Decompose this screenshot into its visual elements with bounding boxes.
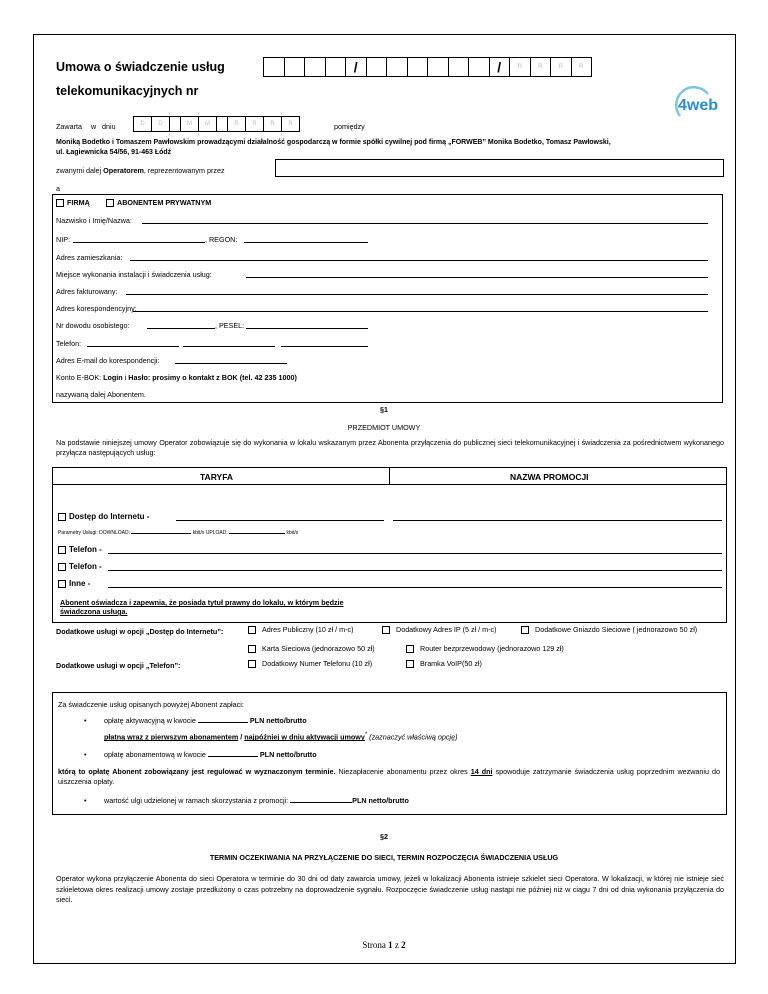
section2-body: Operator wykona przyłączenie Abonenta do sieci Operatora w terminie do 30 dni od daty zawarcia umowy, jeżeli w lokalizacji Abonenta istnieje szkielet sieci Operatora. W lokalizacji, w której nie istnieje sieć szkieletowa okres realizacji umowy zostaje przedłużony o czas potrzebny na doprowadzenie sygnału. Rozpoczęcie świadczenie usług nastąpi nie później niż w ciągu 7 dni od dnia wykonania przyłączenia do sieci. [56, 874, 724, 904]
install-label: Miejsce wykonania instalacji i świadczenia usług: [56, 270, 212, 279]
section1-intro: Na podstawie niniejszej umowy Operator zobowiązuje się do wykonania w lokalu wskazanym przez Abonenta przyłączenia do publicznej sieci telekomunikacyjnej i świadczenia za pośrednictwem wykonanego przyłącza następujących usług: [56, 438, 724, 457]
phone-field-3[interactable] [281, 346, 368, 347]
operator-line1: Moniką Bodetko i Tomaszem Pawłowskim prowadzącymi działalność gospodarczą w formie spółki cywilnej pod firmą „FORWEB” Monika Bodetko, Tomasz Pawłowski, [56, 139, 611, 146]
date-boxes[interactable]: D D M M R R R R [134, 116, 300, 132]
section2-title: TERMIN OCZEKIWANIA NA PRZYŁĄCZENIE DO SIECI, TERMIN ROZPOCZĘCIA ŚWIADCZENIA USŁUG [209, 853, 559, 862]
email-label: Adres E-mail do korespondencji: [56, 356, 160, 365]
tariff-header-divider [52, 484, 727, 485]
name-label: Nazwisko i Imię/Nazwa: [56, 216, 132, 225]
params-row: Parametry Usługi: DOWNLOAD: kbit/s UPLOAD: kbit/s [58, 530, 299, 536]
discount-row: wartość ulgi udzielonej w ramach skorzystania z promocji: PLN netto/brutto [104, 796, 409, 805]
opt-adres-publiczny[interactable]: Adres Publiczny (10 zł / m-c) [248, 625, 353, 634]
phone-label: Telefon: [56, 339, 82, 348]
upload-field[interactable] [229, 533, 285, 534]
activation-amount-field[interactable] [198, 722, 248, 723]
id-field[interactable] [147, 328, 215, 329]
brand-logo-text: 4web [678, 97, 719, 114]
brand-logo [670, 86, 722, 120]
install-field[interactable] [246, 277, 708, 278]
internet-checkbox[interactable] [58, 513, 66, 521]
bullet-discount: • [84, 796, 87, 805]
telefon2-option[interactable]: Telefon - [58, 562, 102, 571]
payment-intro: Za świadczenie usług opisanych powyżej Abonent zapłaci: [58, 700, 244, 709]
operator-line2: ul. Łagiewnicka 54/56, 91-463 Łódź [56, 149, 172, 156]
label-a: a [56, 184, 60, 193]
subscription-amount-field[interactable] [208, 756, 258, 757]
section2-num: §2 [380, 832, 388, 841]
firma-checkbox[interactable] [56, 199, 64, 207]
email-field[interactable] [175, 363, 287, 364]
inne-option[interactable]: Inne - [58, 579, 90, 588]
client-section [52, 194, 723, 403]
label-dniu: dniu [102, 122, 116, 131]
corr-label: Adres korespondencyjny: [56, 304, 137, 313]
address-label: Adres zamieszkania: [56, 253, 123, 262]
discount-amount-field[interactable] [290, 802, 352, 803]
corr-field[interactable] [133, 311, 708, 312]
opt-numer[interactable]: Dodatkowy Numer Telefonu (10 zł) [248, 659, 372, 668]
title-line1: Umowa o świadczenie usług [56, 60, 225, 74]
abonent-checkbox[interactable] [106, 199, 114, 207]
internet-promo-field[interactable] [393, 520, 722, 521]
telefon1-field[interactable] [108, 553, 722, 554]
addon-phone-label: Dodatkowe usługi w opcji „Telefon”: [56, 661, 181, 670]
activation-row: opłatę aktywacyjną w kwocie PLN netto/brutto [104, 716, 307, 725]
nazywana-text: nazywaną dalej Abonentem. [56, 390, 146, 399]
abonent-option[interactable]: ABONENTEM PRYWATNYM [106, 198, 211, 207]
download-field[interactable] [131, 533, 191, 534]
telefon1-checkbox[interactable] [58, 546, 66, 554]
payment-terms: którą to opłatę Abonent zobowiązany jest regulować w wyznaczonym terminie. Niezapłacenie abonamentu przez okres 14 dni spowoduje zatrzymanie świadczenia usług poprzednim wezwaniu do uiszczenia opłaty. [58, 767, 720, 786]
inne-field[interactable] [108, 587, 722, 588]
nip-field[interactable] [73, 242, 205, 243]
pesel-field[interactable] [246, 328, 368, 329]
opt-adres-ip[interactable]: Dodatkowy Adres IP (5 zł / m-c) [382, 625, 497, 634]
bullet-subscription: • [84, 750, 87, 759]
telefon2-checkbox[interactable] [58, 563, 66, 571]
section1-title: PRZEDMIOT UMOWY [347, 423, 421, 432]
regon-label: , REGON: [205, 235, 238, 244]
page-footer: Strona 1 z 2 [362, 940, 406, 950]
ebok-line: Konto E-BOK: Login i Hasło: prosimy o kontakt z BOK (tel. 42 235 1000) [56, 373, 297, 382]
inne-checkbox[interactable] [58, 580, 66, 588]
representative-input[interactable] [275, 159, 724, 177]
activation-when[interactable]: płatną wraz z pierwszym abonamentem / najpóźniej w dniu aktywacji umowy* (zaznaczyć właściwą opcję) [104, 732, 458, 742]
internet-tariff-field[interactable] [176, 520, 384, 521]
subscription-row: opłatę abonamentową w kwocie PLN netto/brutto [104, 750, 317, 759]
firma-option[interactable]: FIRMĄ [56, 198, 90, 207]
bullet-activation: • [84, 716, 87, 725]
section1-num: §1 [380, 405, 388, 414]
col-taryfa: TARYFA [200, 472, 234, 482]
telefon2-field[interactable] [108, 570, 722, 571]
tariff-col-divider [389, 467, 390, 484]
regon-field[interactable] [244, 242, 368, 243]
phone-field-1[interactable] [87, 346, 179, 347]
label-w: w [91, 122, 97, 131]
invoice-field[interactable] [126, 294, 708, 295]
contract-number-boxes[interactable]: / / R R R R [264, 57, 592, 77]
col-promocja: NAZWA PROMOCJI [510, 472, 589, 482]
name-field[interactable] [142, 223, 708, 224]
invoice-label: Adres fakturowany: [56, 287, 118, 296]
operator-zwanymi: zwanymi dalej Operatorem, reprezentowanym przez [56, 166, 225, 175]
nip-label: NIP: [56, 235, 70, 244]
declaration-text: Abonent oświadcza i zapewnia, że posiada tytuł prawny do lokalu, w którym będzie świadczona usługa. [60, 598, 344, 616]
id-label: Nr dowodu osobistego: [56, 321, 130, 330]
opt-bramka[interactable]: Bramka VoIP(50 zł) [406, 659, 482, 668]
internet-option[interactable]: Dostęp do Internetu - [58, 512, 149, 521]
opt-karta[interactable]: Karta Sieciowa (jednorazowo 50 zł) [248, 644, 375, 653]
opt-router[interactable]: Router bezprzewodowy (jednorazowo 129 zł) [406, 644, 564, 653]
title-line2: telekomunikacyjnych nr [56, 84, 199, 98]
telefon1-option[interactable]: Telefon - [58, 545, 102, 554]
opt-gniazdo[interactable]: Dodatkowe Gniazdo Sieciowe ( jednorazowo 50 zł) [521, 625, 697, 634]
addon-internet-label: Dodatkowe usługi w opcji „Dostęp do Internetu”: [56, 627, 224, 636]
label-zawarta: Zawarta [56, 122, 82, 131]
label-pomiedzy: pomiędzy [334, 122, 365, 131]
pesel-label: , PESEL: [215, 321, 245, 330]
phone-field-2[interactable] [183, 346, 275, 347]
address-field[interactable] [130, 260, 708, 261]
